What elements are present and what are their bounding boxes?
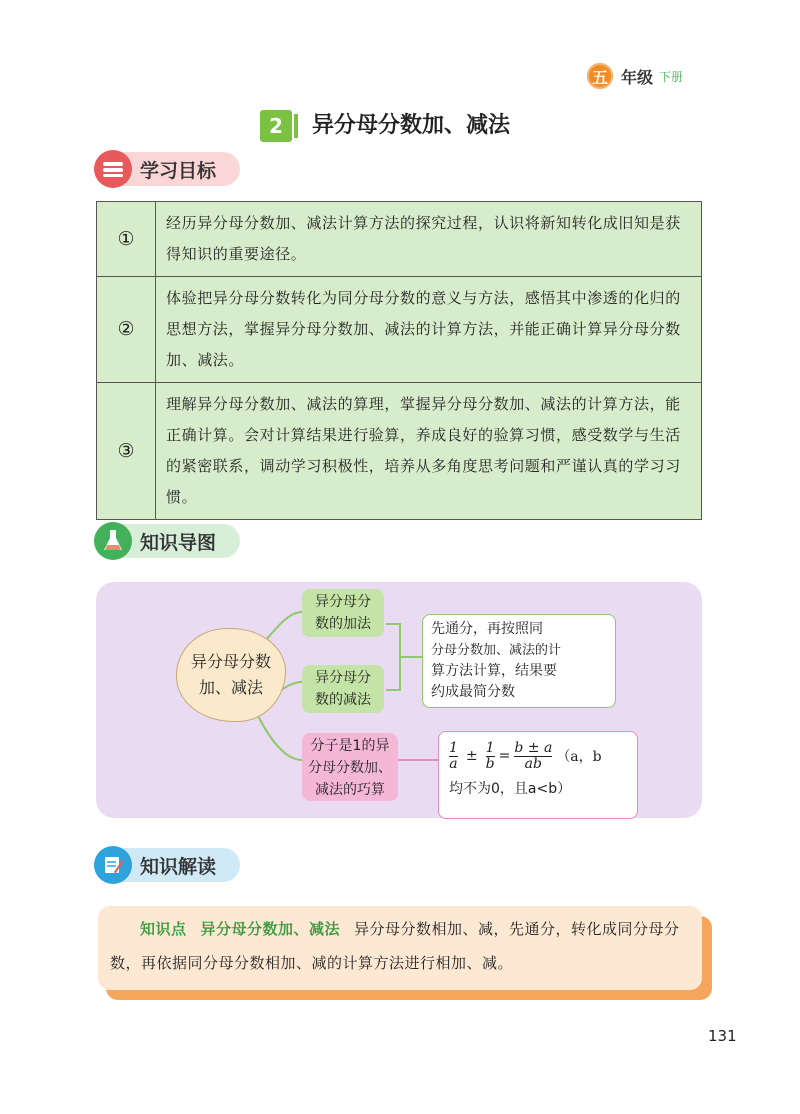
section-label-goals: 学习目标 <box>140 159 217 182</box>
section-heading-goals <box>98 152 240 186</box>
knowledge-point-body: 异分母分数相加、减，先通分，转化成同分母分数，再依据同分母分数相加、减的计算方法进行相加、减。 <box>110 920 680 972</box>
node-subtraction-line-2: 数的减法 <box>315 692 371 708</box>
node-addition-line-1: 异分母分 <box>315 594 371 610</box>
fraction-result: $\frac{b \pm a}{ab}$ <box>514 739 553 772</box>
notebook-pencil-icon <box>94 846 132 884</box>
method-line: 先通分，再按照同 <box>431 621 543 637</box>
trick-line-3: 减法的巧算 <box>315 782 385 798</box>
grade-badge <box>587 63 683 89</box>
trick-line-1: 分子是1的异 <box>310 738 390 754</box>
formula-condition-2: 均不为0，且a<b） <box>449 781 572 797</box>
node-formula <box>438 731 638 819</box>
formula-condition-1: （a，b <box>556 749 602 765</box>
goal-number: ② <box>97 277 156 383</box>
grade-circle: 五 <box>587 63 613 89</box>
goal-row <box>97 383 702 520</box>
fraction-1-over-a: $\frac{1}{a}$ <box>449 739 458 772</box>
goal-text: 经历异分母分数加、减法计算方法的探究过程，认识将新知转化成旧知是获得知识的重要途径。 <box>156 202 702 277</box>
goal-text: 体验把异分母分数转化为同分母分数的意义与方法，感悟其中渗透的化归的思想方法，掌握异分母分数加、减法的计算方法，并能正确计算异分母分数加、减法。 <box>156 277 702 383</box>
grade-sub-label: 下册 <box>659 69 684 84</box>
goal-row <box>97 202 702 277</box>
mindmap-root <box>176 628 286 722</box>
method-line: 分母分数加、减法的计 <box>431 643 562 658</box>
knowledge-point-topic: 异分母分数加、减法 <box>200 920 341 938</box>
grade-label: 年级 <box>621 67 654 87</box>
node-addition-line-2: 数的加法 <box>315 616 371 632</box>
page-number: 131 <box>708 1027 737 1045</box>
node-method <box>422 614 616 708</box>
formula <box>449 736 627 776</box>
goal-row <box>97 277 702 383</box>
goal-text: 理解异分母分数加、减法的算理，掌握异分母分数加、减法的计算方法，能正确计算。会对计算结果进行验算，养成良好的验算习惯，感受数学与生活的紧密联系，调动学习积极性，培养从多角度思考问题和严谨认真的学习习惯。 <box>156 383 702 520</box>
section-heading-mindmap <box>98 524 240 558</box>
flask-icon <box>94 522 132 560</box>
knowledge-point-label: 知识点 <box>140 920 187 938</box>
section-label-mindmap: 知识导图 <box>140 531 217 554</box>
book-icon <box>94 150 132 188</box>
root-line-1: 异分母分数 <box>190 652 271 671</box>
plus-minus-sign: ± <box>465 748 478 764</box>
reading-text <box>110 912 694 980</box>
method-line: 算方法计算，结果要 <box>431 663 557 679</box>
equals-sign: = <box>498 748 511 764</box>
goals-table <box>96 201 702 520</box>
node-subtraction <box>302 665 384 713</box>
section-label-reading: 知识解读 <box>140 855 217 878</box>
node-trick <box>302 733 398 801</box>
section-heading-reading <box>98 848 240 882</box>
node-addition <box>302 589 384 637</box>
lesson-number: 2 <box>260 110 292 142</box>
root-line-2: 加、减法 <box>198 678 263 697</box>
fraction-1-over-b: $\frac{1}{b}$ <box>485 739 495 772</box>
goal-number: ① <box>97 202 156 277</box>
node-subtraction-line-1: 异分母分 <box>315 670 371 686</box>
goal-number: ③ <box>97 383 156 520</box>
lesson-title: 异分母分数加、减法 <box>312 113 511 138</box>
method-line: 约成最简分数 <box>431 684 515 700</box>
trick-line-2: 分母分数加、 <box>308 760 392 776</box>
